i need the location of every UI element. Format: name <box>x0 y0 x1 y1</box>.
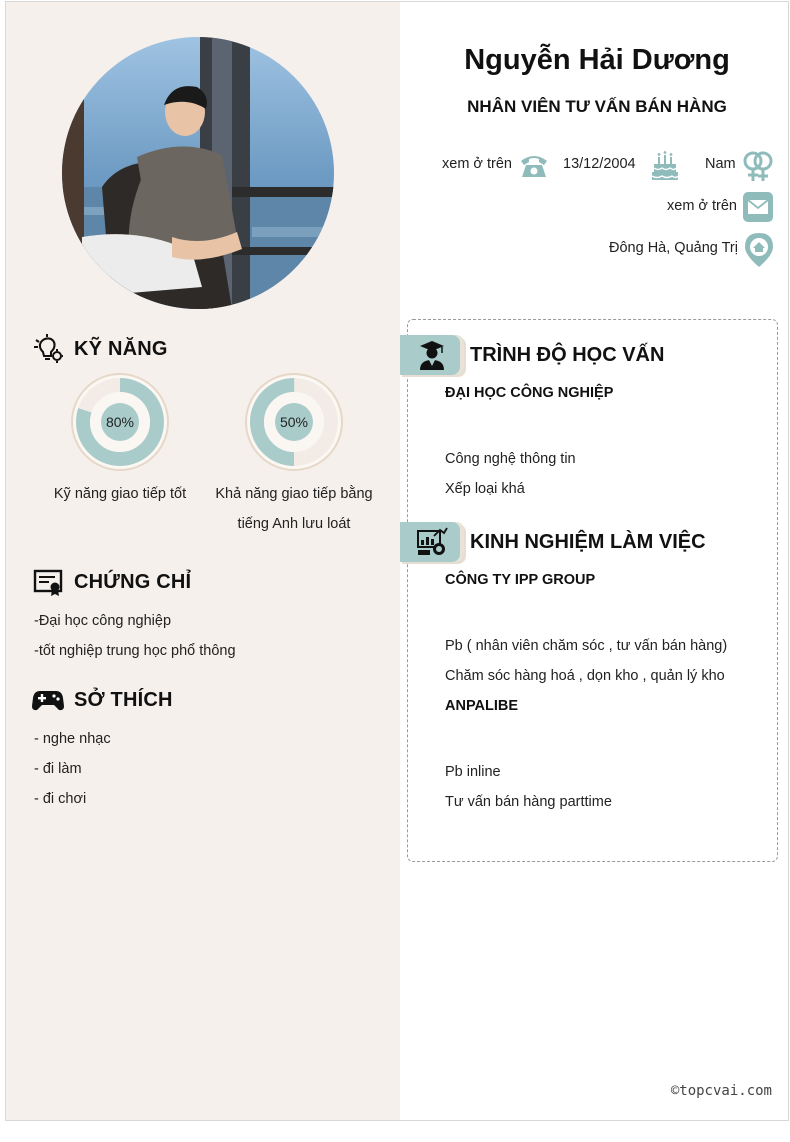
skill-percent-1: 80% <box>105 414 135 430</box>
job-1-position: Pb ( nhân viên chăm sóc , tư vấn bán hàng) <box>445 638 728 654</box>
email-icon <box>743 192 773 227</box>
phone-text: xem ở trên <box>442 156 512 172</box>
skills-heading <box>32 333 168 365</box>
experience-tab <box>400 522 464 562</box>
phone-icon <box>518 151 550 184</box>
certificate-item-2: -tốt nghiệp trung học phổ thông <box>34 643 236 659</box>
birthday-cake-icon <box>649 150 681 187</box>
profile-photo <box>62 37 334 309</box>
job-2-description: Tư vấn bán hàng parttime <box>445 794 612 810</box>
birthday-text: 13/12/2004 <box>563 156 636 172</box>
hobby-item-2: - đi làm <box>34 761 82 777</box>
address-text: Đông Hà, Quảng Trị <box>609 240 738 256</box>
graduate-icon <box>417 340 447 370</box>
hobby-item-3: - đi chơi <box>34 791 87 807</box>
education-major: Công nghệ thông tin <box>445 451 576 467</box>
education-tab <box>400 335 464 375</box>
hobby-item-1: - nghe nhạc <box>34 731 111 747</box>
skill-ring-2 <box>244 372 344 472</box>
job-1-description: Chăm sóc hàng hoá , dọn kho , quản lý kho <box>445 668 725 684</box>
gender-icon <box>742 149 774 188</box>
skill-label-2-line2: tiếng Anh lưu loát <box>237 516 351 532</box>
certificate-icon <box>32 566 64 598</box>
lightbulb-gear-icon <box>32 333 64 365</box>
skill-label-1: Kỹ năng giao tiếp tốt <box>53 486 187 502</box>
education-title: TRÌNH ĐỘ HỌC VẤN <box>470 344 665 366</box>
experience-title: KINH NGHIỆM LÀM VIỆC <box>470 531 706 553</box>
skill-label-2-line1: Khả năng giao tiếp bằng <box>215 486 373 502</box>
skills-title: KỸ NĂNG <box>74 337 168 360</box>
gamepad-icon <box>32 684 64 716</box>
job-2-position: Pb inline <box>445 764 501 780</box>
certificates-title: CHỨNG CHỈ <box>74 570 192 593</box>
email-text: xem ở trên <box>667 198 737 214</box>
job-1-company: CÔNG TY IPP GROUP <box>445 572 596 588</box>
candidate-title: NHÂN VIÊN TƯ VẤN BÁN HÀNG <box>467 97 727 116</box>
hobbies-title: SỞ THÍCH <box>74 688 173 711</box>
skill-percent-2: 50% <box>279 414 309 430</box>
hobbies-heading <box>32 684 173 716</box>
job-2-company: ANPALIBE <box>445 698 519 714</box>
certificates-heading <box>32 566 191 598</box>
location-home-icon <box>745 233 773 272</box>
certificate-item-1: -Đại học công nghiệp <box>34 613 172 629</box>
footer-watermark: ©topcvai.com <box>670 1083 772 1099</box>
analytics-icon <box>416 527 448 557</box>
education-grade: Xếp loại khá <box>445 481 525 497</box>
education-school: ĐẠI HỌC CÔNG NGHIỆP <box>445 385 614 401</box>
skill-label-2 <box>204 479 384 539</box>
candidate-name: Nguyễn Hải Dương <box>464 44 730 76</box>
skill-ring-1 <box>70 372 170 472</box>
gender-text: Nam <box>705 156 736 172</box>
